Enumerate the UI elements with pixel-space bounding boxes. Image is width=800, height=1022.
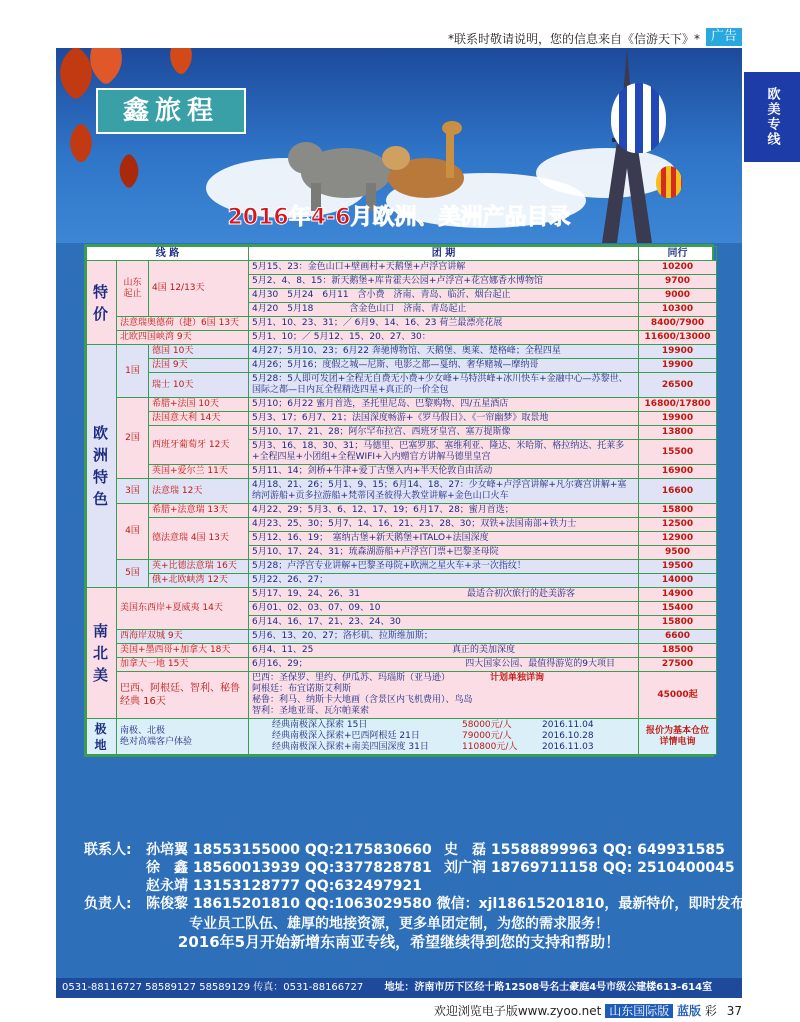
tour-dates: 5月15、23：金色山口+壁画村+天鹅堡+卢浮宫讲解 xyxy=(249,261,639,275)
price: 14000 xyxy=(639,574,717,588)
polar-note: 报价为基本仓位 详情电询 xyxy=(639,719,717,755)
table-row xyxy=(87,574,717,588)
price: 12900 xyxy=(639,532,717,546)
tour-dates xyxy=(249,658,639,672)
table-row xyxy=(87,317,717,331)
contacts-section xyxy=(84,833,759,958)
tour-dates: 5月6、13、20、27；洛杉矶、拉斯维加斯； xyxy=(249,630,639,644)
table-row xyxy=(87,630,717,644)
table-row xyxy=(87,518,717,532)
tour-dates-text: 6月4、11、25 xyxy=(252,645,314,655)
contact-person xyxy=(146,875,422,895)
lead-label: 负责人: xyxy=(84,896,132,912)
price: 11600/13000 xyxy=(639,331,717,345)
polar-items xyxy=(249,719,639,755)
contact-phone: 18615201810 xyxy=(192,896,301,912)
price: 19900 xyxy=(639,412,717,426)
route-name: 西海岸双城 9天 xyxy=(117,630,249,644)
itinerary-line: 阿根廷：布宜诺斯艾利斯 xyxy=(252,684,352,694)
table-row xyxy=(87,465,717,479)
table-row xyxy=(87,479,717,504)
route-name: 法国意大利 14天 xyxy=(149,412,249,426)
color-tag: 蓝版 xyxy=(677,1004,702,1018)
table-row xyxy=(87,644,717,658)
price: 15400 xyxy=(639,602,717,616)
route-name: 西班牙葡萄牙 12天 xyxy=(149,426,249,465)
route-name: 德法意瑞 4国 13天 xyxy=(149,518,249,560)
polar-item-date: 2016.11.03 xyxy=(542,742,594,752)
website-link[interactable]: 欢迎浏览电子版www.zyoo.net xyxy=(433,1004,602,1018)
table-header-row xyxy=(87,247,717,261)
route-note: 真正的美加深度 xyxy=(452,645,516,655)
tour-dates: 4月18、21、26；5月1、9、15；6月14、18、27：少女峰+卢浮宫讲解+凡尔赛宫讲解+塞纳河游船+贡多拉游船+梵蒂冈圣彼得大教堂讲解+金色山口火车 xyxy=(249,479,639,504)
plan-note: 计划单独详询 xyxy=(490,673,545,683)
price: 10200 xyxy=(639,261,717,275)
contact-qq: QQ:1063029580 xyxy=(304,896,432,912)
advertisement-panel xyxy=(56,48,759,998)
route-note: 最适合初次旅行的赴美游客 xyxy=(467,589,576,599)
itinerary-line: 秘鲁：利马、纳斯卡大地画（含景区内飞机费用）、鸟岛 xyxy=(252,695,473,705)
table-row xyxy=(87,504,717,518)
tour-dates: 5月28：5人即可发团+全程无自费无小费+少女峰+马特洪峰+冰川快车+金融中心—苏黎世、国际之都—日内瓦全程精选四星+真正的一价全包 xyxy=(249,373,639,398)
polar-item-name: 经典南极深入探索+南美四国深度 31日 xyxy=(272,742,429,752)
price: 9500 xyxy=(639,546,717,560)
color-tag: 彩 xyxy=(704,1004,717,1018)
price: 16900 xyxy=(639,465,717,479)
tour-dates: 4月20 5月18 含金色山口 济南、青岛起止 xyxy=(249,303,639,317)
route-name: 法国 9天 xyxy=(149,359,249,373)
table-row xyxy=(87,331,717,345)
group-label: 山东起止 xyxy=(117,261,149,317)
banner xyxy=(56,48,742,243)
tour-dates: 6月01、02、03、07、09、10 xyxy=(249,602,639,616)
top-notice-bar xyxy=(0,28,800,46)
price: 27500 xyxy=(639,658,717,672)
tour-dates xyxy=(249,644,639,658)
tour-dates: 4月30 5月24 6月11 含小费 济南、青岛、临沂、烟台起止 xyxy=(249,289,639,303)
route-name: 美国+墨西哥+加拿大 18天 xyxy=(117,644,249,658)
polar-item-price: 110800元/人 xyxy=(462,742,518,752)
page-number: 37 xyxy=(726,1004,742,1018)
contact-phone: 18553155000 xyxy=(192,842,301,858)
price: 16600 xyxy=(639,479,717,504)
price: 6600 xyxy=(639,630,717,644)
contact-phone: 15588899963 xyxy=(490,842,599,858)
tour-dates: 5月2、4、8、15：新天鹅堡+库肯霍夫公园+卢浮宫+花宫娜香水博物馆 xyxy=(249,275,639,289)
price: 15800 xyxy=(639,616,717,630)
header-dates: 团 期 xyxy=(249,247,639,261)
polar-item-price: 79000元/人 xyxy=(462,731,512,741)
phone-fax: 0531-88116727 58589127 58589129 传真：0531-88166727 xyxy=(62,982,364,993)
price: 14900 xyxy=(639,588,717,602)
table-row xyxy=(87,261,717,275)
contact-name: 刘广润 xyxy=(444,860,486,876)
route-name: 巴西、阿根廷、智利、秘鲁经典 16天 xyxy=(117,672,249,719)
product-table xyxy=(84,244,714,757)
category-polar: 极地 xyxy=(87,719,117,755)
contact-name: 赵永靖 xyxy=(146,878,188,894)
route-name: 希腊+法国 10天 xyxy=(149,398,249,412)
route-name: 俄+北欧峡湾 12天 xyxy=(149,574,249,588)
route-name: 4国 12/13天 xyxy=(149,261,249,317)
table-row xyxy=(87,588,717,602)
contact-qq: QQ:2175830660 xyxy=(304,842,432,858)
contact-qq: QQ: 649931585 xyxy=(602,842,725,858)
price: 8400/7900 xyxy=(639,317,717,331)
hot-air-balloon-small xyxy=(656,166,682,198)
slogan-new-route: 2016年5月开始新增东南亚专线，希望继续得到您的支持和帮助！ xyxy=(177,933,621,951)
polar-item-name: 经典南极深入探索 15日 xyxy=(272,720,368,730)
tour-dates xyxy=(249,588,639,602)
contact-wechat: 微信：xjl18615201810，最新特价，即时发布； xyxy=(436,896,759,912)
itinerary-line: 智利：圣地亚哥、瓦尔帕莱索 xyxy=(252,706,370,716)
tour-dates: 6月14、16、17、21、23、24、30 xyxy=(249,616,639,630)
tour-dates-text: 6月16、29； xyxy=(252,659,308,669)
route-name: 北欧四国峡湾 9天 xyxy=(117,331,249,345)
route-name: 法意瑞 12天 xyxy=(149,479,249,504)
contact-qq: QQ: 2510400045 xyxy=(602,860,735,876)
price: 15800 xyxy=(639,504,717,518)
address: 地址：济南市历下区经十路12508号名士豪庭4号市级公建楼613-614室 xyxy=(384,982,713,993)
group-label: 2国 xyxy=(117,398,149,479)
tour-dates: 5月1、10、23、31；／ 6月9、14、16、23 荷兰最漂亮花展 xyxy=(249,317,639,331)
tour-dates: 4月22、29；5月3、6、12、17、19；6月17、28；蜜月首选； xyxy=(249,504,639,518)
contact-name: 孙培翼 xyxy=(146,842,188,858)
route-name: 法意瑞奥德荷（捷）6国 13天 xyxy=(117,317,249,331)
contact-phone: 13153128777 xyxy=(192,878,301,894)
tour-dates: 5月28；卢浮宫专业讲解+巴黎圣母院+欧洲之星火车+录一次指纹！ xyxy=(249,560,639,574)
price: 19500 xyxy=(639,560,717,574)
price: 19900 xyxy=(639,345,717,359)
hot-air-balloon-large xyxy=(611,83,666,153)
brand-logo: 鑫旅程 xyxy=(96,88,246,134)
polar-item-name: 经典南极深入探索+巴西阿根廷 21日 xyxy=(272,731,420,741)
polar-item-date: 2016.11.04 xyxy=(542,720,594,730)
route-note: 四大国家公园、最值得游览的9大项目 xyxy=(465,659,616,669)
header-route: 线 路 xyxy=(87,247,249,261)
slogan-service: 专业员工队伍、雄厚的地接资源，更多单团定制，为您的需求服务！ xyxy=(189,916,609,932)
route-name: 瑞士 10天 xyxy=(149,373,249,398)
table-row xyxy=(87,672,717,719)
price: 9700 xyxy=(639,275,717,289)
tour-dates: 5月10；6月22 蜜月首选，圣托里尼岛、巴黎购物、四/五星酒店 xyxy=(249,398,639,412)
contact-person xyxy=(146,857,432,877)
category-americas: 南北美 xyxy=(87,588,117,719)
animals-illustration xyxy=(276,118,496,213)
route-name: 德国 10天 xyxy=(149,345,249,359)
group-label: 1国 xyxy=(117,345,149,398)
tour-dates: 5月12、16、19； 塞纳古堡+新天鹅堡+ITALO+法国深度 xyxy=(249,532,639,546)
page-footer xyxy=(434,1002,742,1020)
group-label: 3国 xyxy=(117,479,149,504)
contact-name: 徐 鑫 xyxy=(146,860,188,876)
address-bar xyxy=(56,978,742,998)
tour-dates-text: 5月17、19、24、26、31 xyxy=(252,589,361,599)
price: 19900 xyxy=(639,359,717,373)
contact-qq: QQ:632497921 xyxy=(304,878,422,894)
contact-phone: 18769711158 xyxy=(490,860,599,876)
polar-item-date: 2016.10.28 xyxy=(542,731,594,741)
tour-dates: 5月11、14；剑桥+牛津+爱丁古堡入内+半天伦敦自由活动 xyxy=(249,465,639,479)
lead-person xyxy=(146,893,758,913)
table-row xyxy=(87,398,717,412)
price: 15500 xyxy=(639,440,717,465)
table-row xyxy=(87,719,717,755)
catalog-title: 2016年4-6月欧洲、美洲产品目录 xyxy=(227,205,571,230)
tour-dates: 5月3、16、18、30、31；马德里、巴塞罗那、塞维利亚、隆达、米哈斯、格拉纳达、托莱多+全程四星+小团组+全程WIFI+入内赠官方讲解马德里皇宫 xyxy=(249,440,639,465)
tour-dates: 5月3、17；6月7、21；法国深度畅游+《罗马假日》、《一帘幽梦》取景地 xyxy=(249,412,639,426)
table-row xyxy=(87,345,717,359)
category-special: 特价 xyxy=(87,261,117,345)
tour-dates: 5月1、10；／ 5月12、15、20、27、30： xyxy=(249,331,639,345)
edition-label: 山东国际版 xyxy=(605,1004,673,1018)
price: 10300 xyxy=(639,303,717,317)
tour-dates: 4月26；5月16；度假之城—尼斯、电影之都—戛纳、奢华赌城—摩纳哥 xyxy=(249,359,639,373)
tour-dates: 5月10、17、24、31；琉森湖游船+卢浮宫门票+巴黎圣母院 xyxy=(249,546,639,560)
contact-phone: 18560013939 xyxy=(192,860,301,876)
contact-person xyxy=(444,857,735,877)
price: 12500 xyxy=(639,518,717,532)
route-name: 南极、北极 绝对高端客户体验 xyxy=(117,719,249,755)
tour-dates xyxy=(249,672,639,719)
source-notice: *联系时敬请说明，您的信息来自《信游天下》* xyxy=(447,32,700,46)
category-europe: 欧洲特色 xyxy=(87,345,117,588)
route-name: 美国东西岸+夏威夷 14天 xyxy=(117,588,249,630)
table-row xyxy=(87,658,717,672)
contact-qq: QQ:3377828781 xyxy=(304,860,432,876)
route-name: 英+比德法意瑞 16天 xyxy=(149,560,249,574)
table-row xyxy=(87,373,717,398)
group-label: 5国 xyxy=(117,560,149,588)
contact-name: 陈俊黎 xyxy=(146,896,188,912)
tour-dates: 5月22、26、27； xyxy=(249,574,639,588)
table-row xyxy=(87,560,717,574)
ad-label: 广告 xyxy=(706,28,742,46)
section-side-tab: 欧美专线 xyxy=(744,72,800,162)
route-name: 加拿大一地 15天 xyxy=(117,658,249,672)
table-row xyxy=(87,359,717,373)
polar-item-price: 58000元/人 xyxy=(462,720,512,730)
tour-dates: 4月23、25、30；5月7、14、16、21、23、28、30；双铁+法国南部+铁力士 xyxy=(249,518,639,532)
header-price: 同行 xyxy=(639,247,717,261)
table-row xyxy=(87,426,717,440)
price: 9000 xyxy=(639,289,717,303)
contact-label: 联系人: xyxy=(84,842,132,858)
group-label: 4国 xyxy=(117,504,149,560)
price: 16800/17800 xyxy=(639,398,717,412)
tour-dates: 5月10、17、21、28；阿尔罕布拉宫、西班牙皇宫、塞万提斯像 xyxy=(249,426,639,440)
table-row xyxy=(87,412,717,426)
price: 13800 xyxy=(639,426,717,440)
contact-name: 史 磊 xyxy=(444,842,486,858)
price: 45000起 xyxy=(639,672,717,719)
contact-person xyxy=(444,839,725,859)
price: 18500 xyxy=(639,644,717,658)
route-name: 英国+爱尔兰 11天 xyxy=(149,465,249,479)
tour-dates: 4月27；5月10、23；6月22 奔驰博物馆、天鹅堡、奥莱、楚格峰；全程四星 xyxy=(249,345,639,359)
itinerary-line: 巴西：圣保罗、里约、伊瓜苏、玛瑙斯（亚马逊） xyxy=(252,673,451,683)
price: 26500 xyxy=(639,373,717,398)
contact-person xyxy=(146,839,432,859)
route-name: 希腊+法意瑞 13天 xyxy=(149,504,249,518)
